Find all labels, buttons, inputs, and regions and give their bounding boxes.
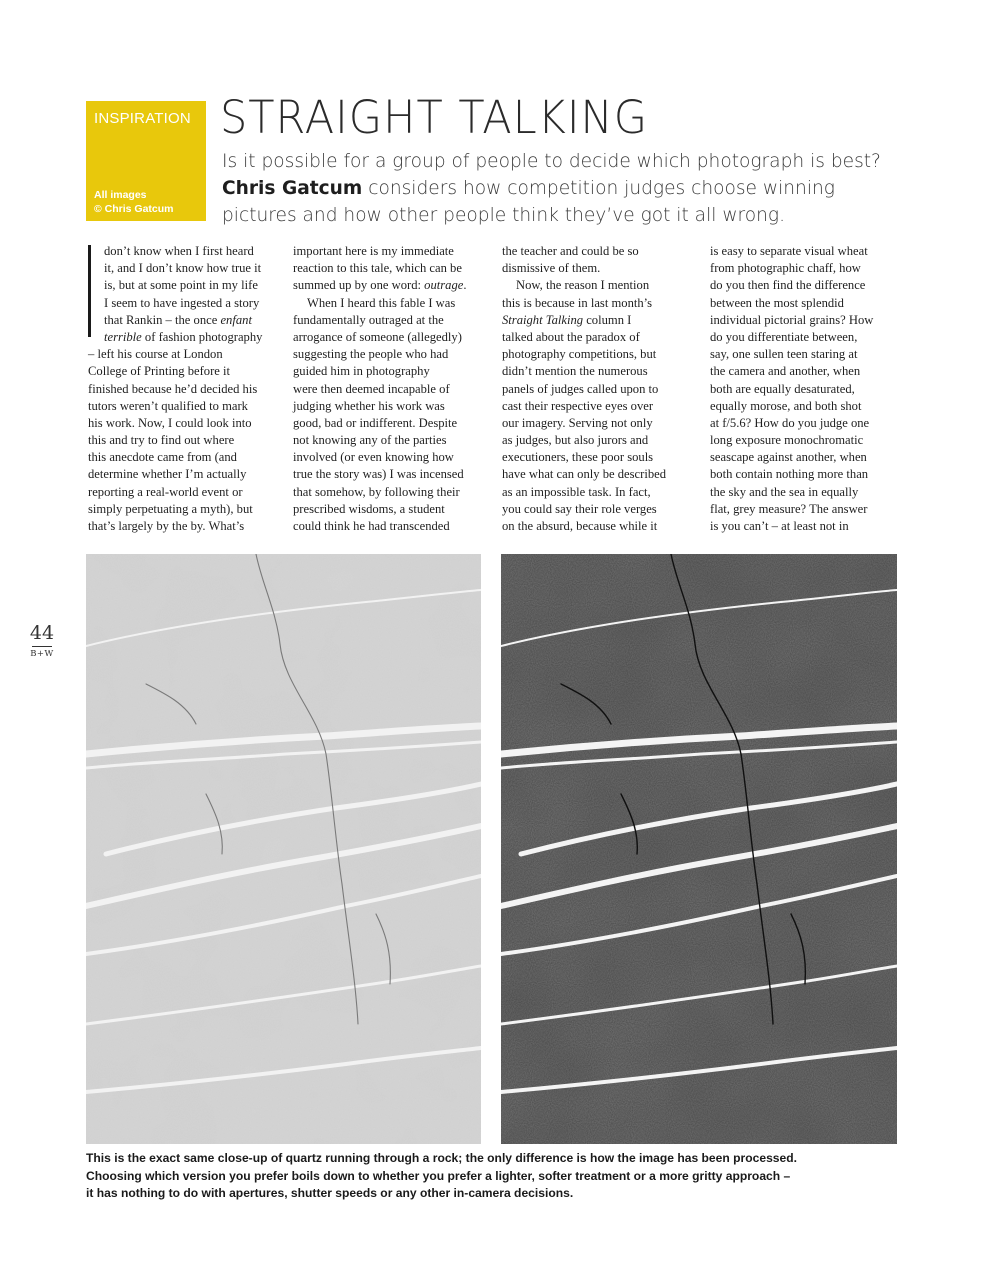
body-line xyxy=(88,312,278,329)
body-line: is, but at some point in my life xyxy=(104,278,258,293)
italic-text: Straight Talking xyxy=(502,312,584,327)
body-line: dismissive of them. xyxy=(502,261,601,276)
body-line: it, and I don’t know how true it xyxy=(104,261,262,276)
body-line: could think he had transcended xyxy=(293,519,450,533)
body-line: – left his course at London xyxy=(88,347,223,362)
body-column-3 xyxy=(502,243,695,535)
body-line xyxy=(502,312,695,329)
body-line: from photographic chaff, how xyxy=(710,261,861,276)
photo-soft-version xyxy=(86,554,481,1144)
body-line: seascape against another, when xyxy=(710,450,867,465)
standfirst-line-2-rest: considers how competition judges choose winning xyxy=(362,178,835,199)
standfirst xyxy=(222,148,912,229)
body-line: the teacher and could be so xyxy=(502,244,639,258)
body-line: is you can’t – at least not in xyxy=(710,519,849,533)
body-line: photography competitions, but xyxy=(502,347,657,362)
body-line: both contain nothing more than xyxy=(710,467,869,482)
body-line: cast their respective eyes over xyxy=(502,398,654,413)
body-line: equally morose, and both shot xyxy=(710,398,862,413)
body-line: as an impossible task. In fact, xyxy=(502,484,651,499)
standfirst-line-2 xyxy=(222,175,912,202)
body-line: didn’t mention the numerous xyxy=(502,364,648,379)
body-line: executioners, these poor souls xyxy=(502,450,654,465)
body-line: talked about the paradox of xyxy=(502,329,640,344)
body-line: arrogance of someone (allegedly) xyxy=(293,329,462,344)
standfirst-line-3: pictures and how other people think they’ve got it all wrong. xyxy=(222,205,785,226)
body-line: finished because he’d decided his xyxy=(88,381,258,396)
body-text: column I xyxy=(583,312,632,327)
body-line: our imagery. Serving not only xyxy=(502,415,653,430)
page-folio xyxy=(24,622,60,659)
page-number: 44 xyxy=(29,622,55,644)
body-line: reaction to this tale, which can be xyxy=(293,261,462,276)
body-line: important here is my immediate xyxy=(293,244,454,258)
body-line: long exposure monochromatic xyxy=(710,433,864,448)
credit-line-1: All images xyxy=(94,189,147,201)
body-column-2 xyxy=(293,243,486,535)
photo-caption xyxy=(86,1150,886,1203)
author-name: Chris Gatcum xyxy=(222,178,363,199)
section-label: INSPIRATION xyxy=(94,110,191,127)
body-line: as judges, but also jurors and xyxy=(502,433,649,448)
body-line: panels of judges called upon to xyxy=(502,381,659,396)
body-line: suggesting the people who had xyxy=(293,347,449,362)
body-line: say, one sullen teen staring at xyxy=(710,347,858,362)
body-column-4 xyxy=(710,243,903,535)
body-line: don’t know when I first heard xyxy=(104,244,254,258)
body-line: judging whether his work was xyxy=(293,398,445,413)
body-line: I seem to have ingested a story xyxy=(104,295,260,310)
magazine-mark: B+W xyxy=(30,649,54,659)
caption-line: This is the exact same close-up of quartz running through a rock; the only difference is how the image has been processed. xyxy=(86,1151,797,1165)
body-line xyxy=(88,329,278,346)
quartz-rock-photo-dark xyxy=(501,554,897,1144)
body-line: this is because in last month’s xyxy=(502,295,653,310)
photo-gritty-version xyxy=(501,554,897,1144)
body-column-1 xyxy=(88,243,278,535)
folio-rule xyxy=(32,646,52,647)
italic-text: terrible xyxy=(104,329,142,344)
body-line: you could say their role verges xyxy=(502,501,657,516)
body-line: fundamentally outraged at the xyxy=(293,312,444,327)
body-line: on the absurd, because while it xyxy=(502,519,658,533)
body-line: both are equally desaturated, xyxy=(710,381,855,396)
body-line: good, bad or indifferent. Despite xyxy=(293,415,458,430)
body-line: this and try to find out where xyxy=(88,433,235,448)
body-text: summed up by one word: xyxy=(293,278,425,293)
body-line: do you differentiate between, xyxy=(710,329,858,344)
body-line: simply perpetuating a myth), but xyxy=(88,501,253,516)
body-line: prescribed wisdoms, a student xyxy=(293,501,445,516)
body-line: guided him in photography xyxy=(293,364,430,379)
credit-line-2: © Chris Gatcum xyxy=(94,203,174,215)
body-line: flat, grey measure? The answer xyxy=(710,501,868,516)
section-tag-box xyxy=(86,101,206,221)
body-line: reporting a real-world event or xyxy=(88,484,243,499)
body-line: this anecdote came from (and xyxy=(88,450,237,465)
body-line: not knowing any of the parties xyxy=(293,433,447,448)
quartz-rock-photo-light xyxy=(86,554,481,1144)
body-line: individual pictorial grains? How xyxy=(710,312,874,327)
body-line: determine whether I’m actually xyxy=(88,467,247,482)
body-line: true the story was) I was incensed xyxy=(293,467,464,482)
body-line: summed up by one word: outrage. xyxy=(293,278,467,293)
body-line: involved (or even knowing how xyxy=(293,450,454,465)
body-line: between the most splendid xyxy=(710,295,844,310)
body-line: the camera and another, when xyxy=(710,364,861,379)
standfirst-line-1: Is it possible for a group of people to decide which photograph is best? xyxy=(222,151,881,172)
body-line: that somehow, by following their xyxy=(293,484,460,499)
caption-line: Choosing which version you prefer boils down to whether you prefer a lighter, softer treatment or a more gritty approach – xyxy=(86,1168,791,1183)
body-line: Now, the reason I mention xyxy=(516,278,650,293)
body-line: When I heard this fable I was xyxy=(307,295,456,310)
article-headline: STRAIGHT TALKING xyxy=(220,92,649,145)
body-line: have what can only be described xyxy=(502,467,667,482)
italic-text: outrage xyxy=(424,278,464,293)
body-text: of fashion photography xyxy=(141,329,263,344)
body-line: that’s largely by the by. What’s xyxy=(88,519,245,533)
body-line: were then deemed incapable of xyxy=(293,381,450,396)
image-credit xyxy=(94,188,174,216)
italic-text: enfant xyxy=(220,312,252,327)
body-line: do you then find the difference xyxy=(710,278,866,293)
body-line: is easy to separate visual wheat xyxy=(710,244,868,258)
caption-line: it has nothing to do with apertures, shutter speeds or any other in-camera decisions. xyxy=(86,1186,574,1200)
body-line: tutors weren’t qualified to mark xyxy=(88,398,248,413)
body-line: the sky and the sea in equally xyxy=(710,484,859,499)
article-body xyxy=(0,243,982,543)
body-text: that Rankin – the once xyxy=(104,312,221,327)
body-line: his work. Now, I could look into xyxy=(88,415,252,430)
body-line: College of Printing before it xyxy=(88,364,230,379)
body-line: at f/5.6? How do you judge one xyxy=(710,415,870,430)
